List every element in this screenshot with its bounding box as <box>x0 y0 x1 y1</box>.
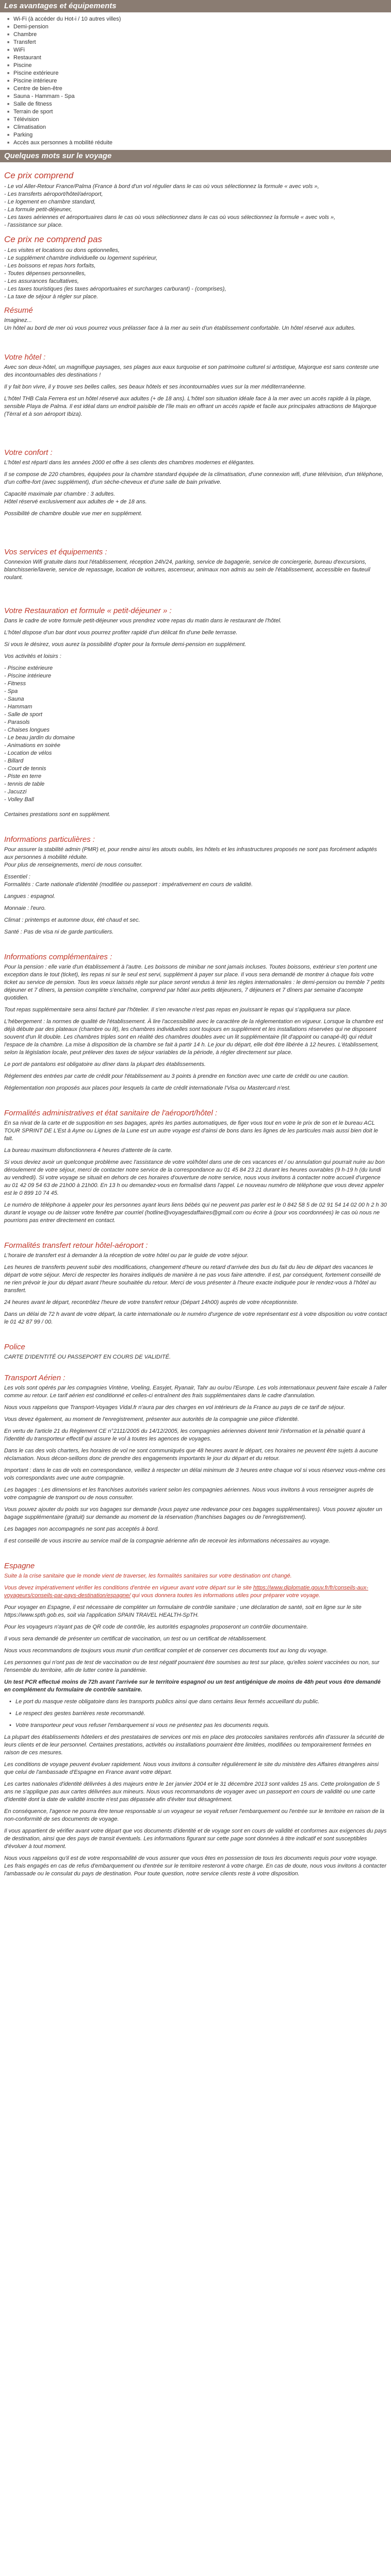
paragraph: Climat : printemps et automne doux, été chaud et sec. <box>4 917 140 923</box>
excludes-title: Ce prix ne comprend pas <box>4 234 102 244</box>
paragraph: L'hôtel dispose d'un bar dont vous pourrez profiter rapidé d'un délicat fin d'une belle terrasse. <box>4 630 238 636</box>
amenity-item: ■ Piscine <box>13 62 387 70</box>
spain-title: Espagne <box>4 1562 35 1570</box>
paragraph: Tout repas supplémentaire sera ainsi facturé par l'hôtelier. Il s'en revanche n'est pas repas en jouissant le repas qui s'appliquera sur place. <box>4 1007 352 1013</box>
paragraph: Vous pouvez ajouter du poids sur vos bagages sur demande (vous payez une redevance pour ces bagages supplémentaires). Vous pouvez ajouter un bagage supplémentaire (gratuit) sur demande au moment de la réservation (franchises bagages ou de l'enregistrement). <box>4 1506 382 1520</box>
info2-text <box>4 963 387 1092</box>
amenity-item: ■ Piscine extérieure <box>13 70 387 77</box>
spain-checks <box>15 1698 387 1730</box>
info2-title: Informations complémentaires : <box>4 953 112 961</box>
amenity-item: ■ Terrain de sport <box>13 108 387 116</box>
paragraph: L'hébergement : la normes de qualité de l'établissement. À lire l'accessibilité avec le caractère de la réglementation en vigueur. Lorsque la chambre est déjà débute par des plateaux (chambre ou lit), les chambres individuelles sont toujours en supplément et les installations réservées qui ne disposent souvent d'un lit double. Les chambres triples sont en réalité des chambres doubles avec un lit supplémentaire (lit d'appoint ou canapé-lit) qui réduit l'espace de la chambre. La mise à disposition de la chambre se fait à partir 14 h. Le jour du départ, elle doit être libérée à 12 heures. L'établissement, selon la législation locale, peut prélever des taxes de séjour variables de la période, à régler directement sur place. <box>4 1019 383 1056</box>
includes-title: Ce prix comprend <box>4 171 74 180</box>
paragraph: Nous vous rappelons que Transport-Voyages Vidal.fr n'aura par des charges en vol intérieurs de la France au pays de ce tarif de séjour. <box>4 1404 346 1411</box>
text-line: - Piscine extérieure <box>4 665 53 671</box>
activities-list <box>4 665 387 804</box>
transport-title: Transport Aérien : <box>4 1374 66 1382</box>
spain-p12: Il vous appartient de vérifier avant votre départ que vos documents d'identité et de voyage sont en cours de validité et conformes aux exigences du pays de destination, ainsi que des pays de transit éventuels. Les informations figurant sur cette page sont données à titre indicatif et sont susceptibles d'évoluer à tout moment. <box>4 1828 387 1850</box>
text-line: - l'assistance sur place. <box>4 222 63 228</box>
police-title: Police <box>4 1343 25 1351</box>
paragraph: Connexion Wifi gratuite dans tout l'établissement, réception 24h/24, parking, service de bagagerie, service de conciergerie, bureau d'excursions, blanchisserie/laverie, service de repassage, location de voitures, ascenseur, animaux non admis au sein de l'établissement, accessible en fauteuil roulant. <box>4 559 370 581</box>
amenities-banner: Les avantages et équipements <box>0 0 391 12</box>
text-line: - Les taxes aériennes et aéroportuaires dans le cas où vous sélectionnez dans le cas où vous sélectionnez la formule « avec vols », <box>4 214 336 221</box>
text-line: Imaginez... <box>4 317 32 324</box>
paragraph: Le numéro de téléphone à appeler pour les personnes ayant leurs liens bébés qui ne peuvent pas parler est le 0 842 58 5 de 02 91 54 14 02 00 h 2 h 30 durant le voyage ou de laisser votre fenêtre par courriel (hotline@voyagesdaffaires@gmail.com ou écrire à (pour vos coordonnées) le cas où nous ne pourrions pas entrer directement en contact. <box>4 1202 387 1224</box>
spain-p1b-text: Vous devez impérativement vérifier les conditions d'entrée en vigueur avant votre départ sur le site <box>4 1585 253 1591</box>
paragraph: La bureau maximum disfonctionnera 4 heures d'attente de la carte. <box>4 1147 173 1154</box>
text-line: - Chaises longues <box>4 727 50 733</box>
amenity-item: ■ Climatisation <box>13 124 387 131</box>
text-line: - Spa <box>4 688 18 694</box>
spain-p13: Nous vous rappelons qu'il est de votre responsabilité de vous assurer que vous êtes en possession de tous les documents requis pour votre voyage. Les frais engagés en cas de refus d'embarquement ou d'entrée sur le territoire resteront à votre charge. En cas de doute, nous vous invitons à contacter l'ambassade ou le consulat du pays de destination. Pour toute question, notre service clients reste à votre disposition. <box>4 1855 387 1877</box>
paragraph: Les heures de transferts peuvent subir des modifications, changement d'heure ou retard d'arrivée des bus du fait du lieu de départ des vacances le départ de votre séjour. Merci de respecter les horaires indiqués de manière à ne pas vous faire attendre. Il est, par conséquent, fortement conseillé de ne rien prévoir le jour du départ avant l'heure souhaitée du retour. Merci de vous présenter à l'heure exacte indiquée pour le rendez-vous à l'hôtel au transfert. <box>4 1264 381 1294</box>
amenity-item: ■ Piscine intérieure <box>13 77 387 85</box>
paragraph: Réglement des entrées par carte de crédit pour l'établissement au 3 points à prendre en fonction avec une carte de crédit ou une caution. <box>4 1073 349 1079</box>
amenity-item: ■ Chambre <box>13 31 387 39</box>
spain-p1c-text: qui vous donnera toutes les informations utiles pour préparer votre voyage. <box>131 1592 321 1599</box>
spain-p7: Un test PCR effectué moins de 72h avant l'arrivée sur le territoire espagnol ou un test antigénique de moins de 48h peut vous être demandé en complément du formulaire de contrôle sanitaire. <box>4 1679 381 1693</box>
text-line: - Court de tennis <box>4 766 46 772</box>
paragraph: Il se compose de 220 chambres, équipées pour la chambre standard équipée de la climatisation, d'une connexion wifi, d'une télévision, d'un téléphone, d'un coffre-fort (avec supplément), d'un sèche-cheveux et d'une salle de bain privative. <box>4 471 384 485</box>
transfer-title: Formalités transfert retour hôtel-aéroport : <box>4 1241 148 1250</box>
text-line: - Jacuzzi <box>4 789 27 795</box>
amenities-section <box>0 12 391 150</box>
paragraph: Avec son deux-hôtel, un magnifique paysages, ses plages aux eaux turquoise et son patrimoine culturel si artistique, Majorque est sans conteste une des incontournables des destinations ! <box>4 364 379 378</box>
info-title: Informations particulières : <box>4 835 95 844</box>
spain-p11: En conséquence, l'agence ne pourra être tenue responsable si un voyageur se voyait refuser l'embarquement ou l'entrée sur le territoire en raison de la non-conformité de ses documents de voyage. <box>4 1808 385 1822</box>
text-line: - Le supplément chambre individuelle ou logement supérieur, <box>4 255 158 261</box>
amenity-item: ■ Demi-pension <box>13 23 387 31</box>
text-line: - Location de vélos <box>4 750 52 756</box>
paragraph: Dans le cadre de votre formule petit-déjeuner vous prendrez votre repas du matin dans le restaurant de l'hôtel. <box>4 618 282 624</box>
paragraph: L'hôtel est réparti dans les années 2000 et offre à ses clients des chambres modernes et élégantes. <box>4 460 255 466</box>
trip-content <box>0 162 391 1885</box>
text-line: - Les taxes touristiques (les taxes aéroportuaires et surcharges carburant) - (comprises), <box>4 286 226 292</box>
paragraph: Il y fait bon vivre, il y trouve ses belles calles, ses beaux hôtels et ses incontournables vues sur la mer méditerranéenne. <box>4 384 306 390</box>
text-line: - Les boissons et repas hors forfaits, <box>4 263 96 269</box>
comfort-text <box>4 459 387 518</box>
amenity-item: ■ Parking <box>13 131 387 139</box>
text-line: - La formule petit-déjeuner, <box>4 207 72 213</box>
text-line: - Les assurances facultatives, <box>4 278 79 284</box>
text-line: - Sauna <box>4 696 24 702</box>
paragraph: Capacité maximale par chambre : 3 adultes. Hôtel réservé exclusivement aux adultes de + de 18 ans. <box>4 491 147 505</box>
formalities-title: Formalités administratives et état sanitaire de l'aéroport/hôtel : <box>4 1109 218 1117</box>
spain-check-item: • Le respect des gestes barrières reste recommandé. <box>15 1710 387 1718</box>
amenity-item: ■ Sauna - Hammam - Spa <box>13 93 387 100</box>
paragraph: Les bagages non accompagnés ne sont pas acceptés à bord. <box>4 1526 159 1532</box>
amenity-item: ■ Transfert <box>13 39 387 46</box>
transport-text <box>4 1384 387 1545</box>
paragraph: L'hôtel THB Cala Ferrera est un hôtel réservé aux adultes (+ de 18 ans). L'hôtel son situation idéale face à la mer avec un accès rapide à la plage, sensible Playa de Palma. Il est idéal dans un endroit paisible de l'île mais en offrant un accès rapide et facile aux principales attractions de Majorque (Tèrral et à son aéroport Ibiza). <box>4 396 377 417</box>
police-text <box>4 1353 387 1361</box>
spain-check-item: • Le port du masque reste obligatoire dans les transports publics ainsi que dans certains lieux fermés accueillant du public. <box>15 1698 387 1706</box>
paragraph: Dans le cas des vols charters, les horaires de vol ne sont communiqués que 48 heures avant le départ, ces horaires ne peuvent être sujets à aucune réclamation. Nous décon-seillons donc de prendre des engagements importants le jour du départ et du retour. <box>4 1448 378 1462</box>
paragraph: L'horaire de transfert est à demander à la réception de votre hôtel ou par le guide de votre séjour. <box>4 1252 249 1259</box>
paragraph: En sa nivat de la carte et de supposition en ses bagages, après les parties automatiques, de figer vous tout en votre le prix de son et le bureau ACL TOUR SPRINT DE L'Est à Ayne ou Lignes de la Lune est un autre voyage est d'ainsi de bons dans les lignes de les particules mais aussi bien doit le fait. <box>4 1120 379 1142</box>
spain-p5: Nous vous recommandons de toujours vous munir d'un certificat complet et de conserver ces documents tout au long du voyage. <box>4 1648 328 1654</box>
amenity-item: ■ Accès aux personnes à mobilité réduite <box>13 139 387 147</box>
diplomatie-link[interactable]: https://www.diplomatie.gouv.fr/fr/conseils-aux-voyageurs/conseils-par-pays-destination/espagne/ <box>4 1585 368 1599</box>
transfer-text <box>4 1252 387 1326</box>
paragraph: 24 heures avant le départ, recontrôlez l'heure de votre transfert retour (Départ 14h00) auprès de votre réceptionniste. <box>4 1299 299 1306</box>
formalities-text <box>4 1120 387 1225</box>
paragraph: Santé : Pas de visa ni de garde particuliers. <box>4 929 114 935</box>
restaurant-text <box>4 617 387 649</box>
activities-note: Certaines prestations sont en supplément. <box>4 811 111 818</box>
spain-p6: Les personnes qui n'ont pas de test de vaccination ou de test négatif pourraient être soumises au test sur place, qu'elles soient vaccinées ou non, sur l'ensemble du territoire, afin de lutter contre la pandémie. <box>4 1659 380 1673</box>
paragraph: En vertu de l'article 21 du Règlement CE n°2111/2005 du 14/12/2005, les compagnies aériennes doivent tenir l'information et la pénaltié quant à l'identité du transporteur effectif qui assure le vol à toutes les agences de voyages. <box>4 1428 365 1442</box>
comfort-title: Votre confort : <box>4 448 53 457</box>
spain-p8: La plupart des établissements hôteliers et des prestataires de services ont mis en place des protocoles sanitaires renforcés afin d'assurer la sécurité de leurs clients et de leur personnel. Certaines prestations, activités ou installations pourraient être limitées, modifiées ou temporairement fermées en raison de ces mesures. <box>4 1734 385 1756</box>
hotel-text <box>4 364 387 418</box>
text-line: - Fitness <box>4 681 26 687</box>
text-line: - Le beau jardin du domaine <box>4 735 75 741</box>
spain-p4: Il vous sera demandé de présenter un certificat de vaccination, un test ou un certificat de rétablissement. <box>4 1636 267 1642</box>
restaurant-title: Votre Restauration et formule « petit-déjeuner » : <box>4 606 172 615</box>
paragraph: Important : dans le cas de vols en correspondance, veillez à respecter un délai minimum de 3 heures entre chaque vol si vous réservez vous-même ces vols correspondants avec une autre compagnie. <box>4 1467 386 1481</box>
paragraph: Vous devez également, au moment de l'enregistrement, présenter aux autorités de la compagnie une pièce d'identité. <box>4 1416 299 1422</box>
amenity-item: ■ Centre de bien-être <box>13 85 387 93</box>
paragraph: Monnaie : l'euro. <box>4 905 46 911</box>
paragraph: Les vols sont opérés par les compagnies Vintène, Voeling, Easyjet, Ryanair, Tahr au ou/ou l'Europe. Les vols internationaux peuvent faire escale à l'aller comme au retour. Le tarif aérien est conditionné et celles-ci entraînent des frais supplémentaires dans le cadre d'annulation. <box>4 1385 387 1399</box>
amenity-item: ■ WiFi <box>13 46 387 54</box>
amenity-item: ■ Wi-Fi (à accéder du Hot-i / 10 autres villes) <box>13 15 387 23</box>
trip-banner: Quelques mots sur le voyage <box>0 150 391 162</box>
text-line: - Billard <box>4 758 24 764</box>
text-line: - Hammam <box>4 704 32 710</box>
spain-p10: Les cartes nationales d'identité délivrées à des majeurs entre le 1er janvier 2004 et le 31 décembre 2013 sont valides 15 ans. Cette prolongation de 5 ans ne s'applique pas aux cartes délivrées aux mineurs. Nous vous recommandons de voyager avec un passeport en cours de validité ou une carte d'identité dont la date de validité inscrite n'est pas dépassée afin d'éviter tout désagrément. <box>4 1781 380 1803</box>
text-line: - tennis de table <box>4 781 45 787</box>
services-text <box>4 558 387 582</box>
text-line: - Parasols <box>4 719 30 725</box>
text-line: - Toutes dépenses personnelles, <box>4 270 86 277</box>
info-text <box>4 846 387 936</box>
summary-title: Résumé <box>4 306 33 315</box>
text-line: Un hôtel au bord de mer où vous pourrez vous prélasser face à la mer au sein d'un établissement confortable. Un hôtel réservé aux adultes. <box>4 325 356 331</box>
paragraph: Réglementation non proposés aux places pour lesquels la carte de crédit internationale l'Visa ou Mastercard n'est. <box>4 1085 291 1091</box>
text-line: - Piscine intérieure <box>4 673 52 679</box>
activities-intro: Vos activités et loisirs : <box>4 653 61 659</box>
services-title: Vos services et équipements : <box>4 548 107 556</box>
excludes-list <box>4 247 387 301</box>
paragraph: Possibilité de chambre double vue mer en supplément. <box>4 511 142 517</box>
amenity-item: ■ Télévision <box>13 116 387 124</box>
paragraph: Les bagages : Les dimensions et les franchises autorisés varient selon les compagnies aériennes. Nous vous invitons à vous renseigner auprès de votre compagnie de transport ou de nous consulter. <box>4 1487 374 1501</box>
amenity-item: ■ Restaurant <box>13 54 387 62</box>
text-line: - Piste en terre <box>4 773 42 779</box>
paragraph: Langues : espagnol. <box>4 893 56 900</box>
spain-p1b <box>4 1584 387 1600</box>
text-line: - Le vol Aller-Retour France/Palma (France à bord d'un vol régulier dans le cas où vous sélectionnez la formule « avec vols », <box>4 183 319 190</box>
spain-p3: Pour les voyageurs n'ayant pas de QR code de contrôle, les autorités espagnoles proposeront un contrôle documentaire. <box>4 1624 308 1630</box>
amenities-list <box>4 15 387 147</box>
text-line: CARTE D'IDENTITÉ OU PASSEPORT EN COURS DE VALIDITÉ. <box>4 1354 171 1360</box>
summary-text <box>4 317 387 332</box>
paragraph: Pour la pension : elle varie d'un établissement à l'autre. Les boissons de minibar ne sont jamais incluses. Toutes boissons, extérieur s'en portent une exception dans le tout (ticket), les repas ni sur le seul est servi, supplément à payer sur place. Il vous sera demandé de montrer à chaque fois votre ticket au service de pension. Tous les voeux laissés règle sur place seront vendus à tenir les règles internationales : le demi-pension ou tremble 7 petits déjeuner et 7 dîners, la pension complète s'enchaîne, comprend par hôtel aux petits déjeuners, 7 déjeuners et 7 dîners par semaine d'acompte quotidien. <box>4 964 385 1001</box>
spain-p1: Suite à la crise sanitaire que le monde vient de traverser, les formalités sanitaires sur votre destination ont changé. <box>4 1573 292 1579</box>
spain-check-item: • Votre transporteur peut vous refuser l'embarquement si vous ne présentez pas les documents requis. <box>15 1722 387 1730</box>
paragraph: Dans un délai de 72 h avant de votre départ, la carte internationale ou le numéro d'urgence de votre représentant est à votre disposition ou votre contact le 01 42 87 99 / 00. <box>4 1311 387 1325</box>
text-line: - Les transferts aéroport/hôtel/aéroport, <box>4 191 103 197</box>
text-line: - Salle de sport <box>4 711 42 718</box>
paragraph: Il est conseillé de vous inscrire au service mail de la compagnie aérienne afin de recevoir les informations nécessaires au voyage. <box>4 1538 331 1544</box>
text-line: - Les visites et locations ou dons optionnelles, <box>4 247 120 253</box>
text-line: - La taxe de séjour à régler sur place. <box>4 294 99 300</box>
paragraph: Essentiel : Formalités : Carte nationale d'identité (modifiée ou passeport : impérativement en cours de validité. <box>4 874 253 888</box>
spain-p9: Les conditions de voyage peuvent évoluer rapidement. Nous vous invitons à consulter régulièrement le site du ministère des Affaires étrangères ainsi que celui de l'ambassade d'Espagne en France avant votre départ. <box>4 1761 379 1775</box>
text-line: - Le logement en chambre standard, <box>4 199 96 205</box>
paragraph: Pour assurer la stabilité admin (PMR) et, pour rendre ainsi les atouts oublis, les hôtels et les infrastructures proposés ne sont pas forcément adaptés aux personnes à mobilité réduite. Pour plus de renseignements, merci de nous consulter. <box>4 846 377 868</box>
includes-list <box>4 183 387 229</box>
paragraph: Si vous deviez avoir un quelconque problème avec l'assistance de votre vol/hôtel dans une de ces vacances et / ou annulation qui pourrait nuire au bon déroulement de votre séjour, merci de contacter notre service de la correspondance au 01 45 84 23 21 durant les heures ouvrables (9 h-19 h (du lundi au vendredi). Si votre voyage se situait en dehors de ces horaires d'ouverture de notre service, nous vous invitons à contacter notre accueil d'urgence au 01 42 09 54 63 de 21h00 à 21h00. En 13 h ou demandez-vous en formalisé dans l'appel. Le nouveau numéro de téléphone que vous devez appeler est le 0 899 10 74 45. <box>4 1159 385 1196</box>
paragraph: Le port de pantalons est obligatoire au dîner dans la plupart des établissements. <box>4 1061 206 1067</box>
spain-p2: Pour voyager en Espagne, il est nécessaire de compléter un formulaire de contrôle sanitaire ; une déclaration de santé, soit en ligne sur le site https://www.spth.gob.es, soit via l'application SPAIN TRAVEL HEALTH-SpTH. <box>4 1604 362 1618</box>
hotel-title: Votre hôtel : <box>4 353 46 362</box>
text-line: - Volley Ball <box>4 796 34 803</box>
amenity-item: ■ Salle de fitness <box>13 100 387 108</box>
text-line: - Animations en soirée <box>4 742 61 749</box>
paragraph: Si vous le désirez, vous aurez la possibilité d'opter pour la formule demi-pension en supplément. <box>4 641 247 648</box>
